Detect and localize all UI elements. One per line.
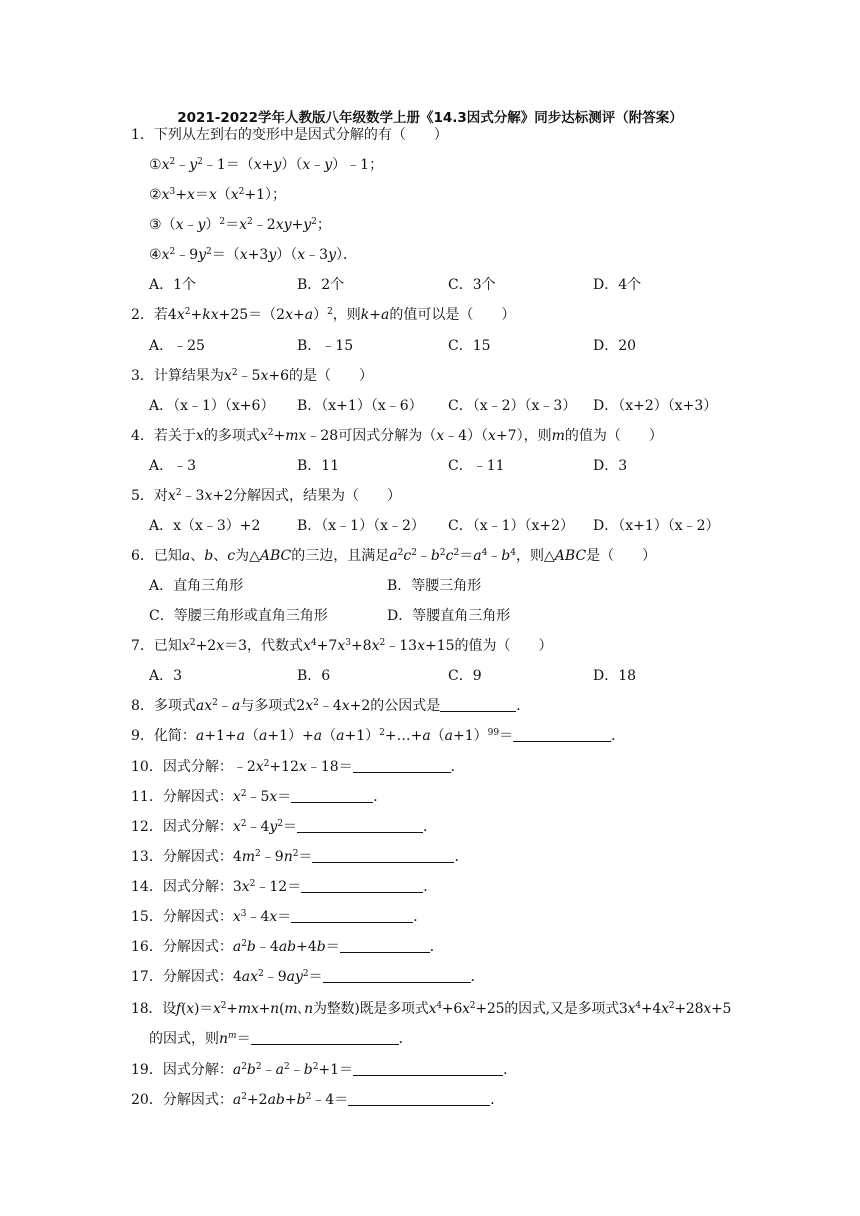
option-d: D．20 (593, 338, 637, 354)
option-b: B．等腰三角形 (387, 578, 482, 594)
option-b: B．（x+1）（x﹣6） (297, 398, 423, 414)
option-b: B．2个 (297, 277, 345, 293)
q1-item-1: $①x^2﹣y^2﹣1=(x+y)(x﹣y)﹣1$； (149, 157, 384, 173)
answer-blank[interactable] (323, 969, 471, 983)
question-number: 3． (131, 368, 154, 384)
answer-blank[interactable] (440, 698, 516, 712)
question-number: 17． (131, 969, 163, 985)
option-b: B．（x﹣1）（x﹣2） (297, 518, 425, 534)
option-a: A．（x﹣1）（x+6） (149, 398, 275, 414)
question-2: 2．若$4x^2+kx+25=(2x+a)^2$，则k+a的值可以是（ ） (131, 307, 516, 323)
question-number: 14． (131, 879, 163, 895)
option-d: D．18 (593, 668, 637, 684)
question-number: 5． (131, 488, 154, 504)
question-number: 8． (131, 698, 154, 714)
question-number: 13． (131, 849, 163, 865)
q1-item-2: $②x^3+x=x(x^2+1)$； (149, 187, 287, 203)
question-18-cont: 的因式，则$n^m=$ ． (149, 1031, 413, 1047)
question-9: 9．化简：$a+1+a(a+1)+a(a+1)^2+\dots+a(a+1)^{99}=$ ． (131, 728, 626, 744)
option-a: A．x（x﹣3）+2 (149, 518, 261, 534)
answer-blank[interactable] (291, 909, 413, 923)
option-d: D．等腰直角三角形 (387, 608, 511, 624)
question-7: 7．已知$x^2+2x=3$，代数式$x^4+7x^3+8x^2﹣13x+15$的值为（ ） (131, 638, 553, 654)
option-c: C．（x﹣1）（x+2） (448, 518, 575, 534)
option-a: A．﹣3 (149, 458, 197, 474)
page-title: 2021-2022学年人教版八年级数学上册《14.3因式分解》同步达标测评（附答案） (177, 110, 683, 126)
question-13: 13．分解因式：$4m^2﹣9n^2=$ ． (131, 849, 469, 865)
question-6: 6．已知a、b、c为△ABC的三边，且满足$a^2c^2﹣b^2c^2=a^4﹣b^4$，则△ABC是（ ） (131, 548, 657, 564)
question-3: 3．计算结果为$x^2﹣5x+6$的是（ ） (131, 368, 374, 384)
question-number: 2． (131, 307, 154, 323)
question-19: 19．因式分解：$a^2b^2﹣a^2﹣b^2+1=$ ． (131, 1062, 518, 1078)
question-stem: 下列从左到右的变形中是因式分解的有（ ） (153, 127, 448, 143)
answer-blank[interactable] (297, 819, 423, 833)
question-number: 18． (131, 1001, 163, 1017)
option-d: D．3 (593, 458, 628, 474)
question-4: 4．若关于x的多项式$x^2+mx﹣28$可因式分解为（x﹣4）（x+7），则m的值为（ ） (131, 428, 663, 444)
question-number: 12． (131, 819, 163, 835)
answer-blank[interactable] (251, 1031, 399, 1045)
question-5: 5．对$x^2﹣3x+2$分解因式，结果为（ ） (131, 488, 402, 504)
option-d: D．（x+1）（x﹣2） (593, 518, 720, 534)
option-a: A．直角三角形 (149, 578, 244, 594)
question-1 (131, 126, 448, 144)
answer-blank[interactable] (353, 759, 451, 773)
question-number: 7． (131, 638, 154, 654)
answer-blank[interactable] (513, 728, 611, 742)
option-c: C．15 (448, 338, 491, 354)
option-a: A．3 (149, 668, 183, 684)
answer-blank[interactable] (312, 849, 454, 863)
option-c: C．3个 (448, 277, 496, 293)
answer-blank[interactable] (301, 879, 423, 893)
answer-blank[interactable] (291, 789, 373, 803)
option-d: D．（x+2）（x+3） (593, 398, 718, 414)
question-15: 15．分解因式：$x^3﹣4x=$ ． (131, 909, 428, 925)
question-8: 8．多项式$ax^2﹣a$与多项式$2x^2﹣4x+2$的公因式是 ． (131, 698, 531, 714)
question-number: 9． (131, 728, 154, 744)
option-a: A．1个 (149, 277, 197, 293)
question-number: 11． (131, 789, 163, 805)
question-11: 11．分解因式：$x^2﹣5x=$ ． (131, 789, 388, 805)
option-b: B．﹣15 (297, 338, 354, 354)
question-number: 4． (131, 428, 154, 444)
question-10: 10．因式分解：$﹣2x^2+12x﹣18=$ ． (131, 759, 465, 775)
answer-blank[interactable] (348, 1092, 490, 1106)
option-b: B．11 (297, 458, 340, 474)
question-number: 15． (131, 909, 163, 925)
question-number: 10． (131, 759, 163, 775)
option-c: C．9 (448, 668, 482, 684)
option-c: C．等腰三角形或直角三角形 (149, 608, 328, 624)
question-16: 16．分解因式：$a^2b﹣4ab+4b=$ ． (131, 939, 444, 955)
q1-item-4: $④x^2﹣9y^2=(x+3y)(x﹣3y)$． (149, 247, 357, 263)
question-18: 18．设$f(x)=x^2+mx+n(m$､n为整数)既是多项式$x^4+6x^2+25$的因式,又是多项式$3x^4+4x^2+28x+5$ (131, 1001, 732, 1017)
option-c: C．（x﹣2）（x﹣3） (448, 398, 577, 414)
question-number: 1． (131, 127, 154, 143)
question-14: 14．因式分解：$3x^2﹣12=$ ． (131, 879, 438, 895)
question-20: 20．分解因式：$a^2+2ab+b^2﹣4=$ ． (131, 1092, 505, 1108)
option-b: B．6 (297, 668, 331, 684)
question-number: 6． (131, 548, 154, 564)
answer-blank[interactable] (340, 939, 430, 953)
option-c: C．﹣11 (448, 458, 505, 474)
answer-blank[interactable] (353, 1062, 503, 1076)
question-number: 16． (131, 939, 163, 955)
option-d: D．4个 (593, 277, 642, 293)
question-number: 19． (131, 1062, 163, 1078)
q1-item-3: $③(x﹣y)^2=x^2﹣2xy+y^2$； (149, 217, 331, 233)
question-number: 20． (131, 1092, 163, 1108)
question-12: 12．因式分解：$x^2﹣4y^2=$ ． (131, 819, 438, 835)
option-a: A．﹣25 (149, 338, 205, 354)
question-17: 17．分解因式：$4ax^2﹣9ay^2=$ ． (131, 969, 485, 985)
